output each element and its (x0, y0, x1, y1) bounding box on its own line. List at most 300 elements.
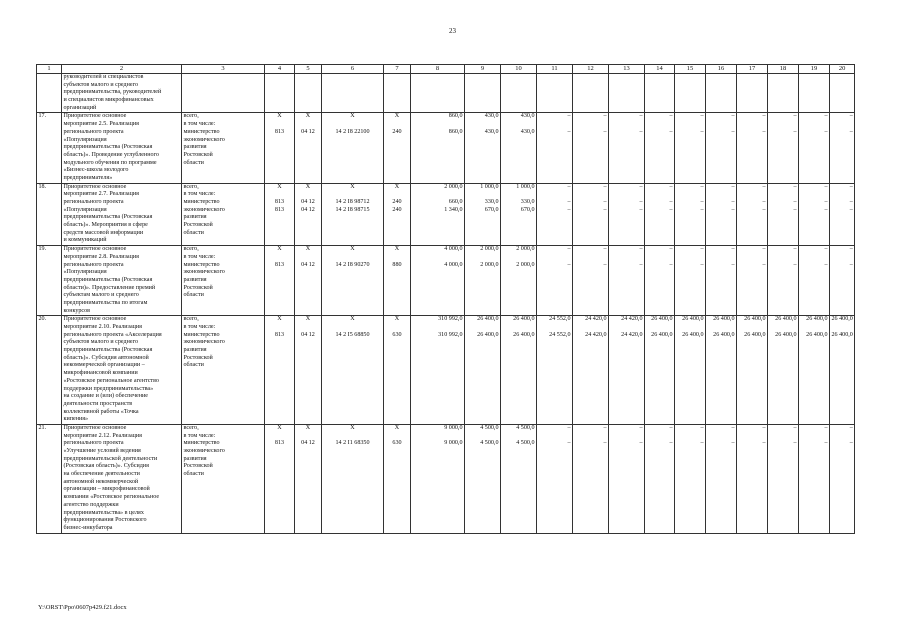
line-spacer (539, 191, 571, 199)
value-cell (537, 424, 573, 533)
header-cell: 17 (737, 65, 768, 74)
header-cell: 11 (537, 65, 573, 74)
description-line: деятельности пространств (63, 400, 133, 407)
value-cell (737, 74, 768, 113)
value-cell (645, 424, 675, 533)
description-line: предпринимательства, руководителей (63, 89, 162, 96)
value-cell (645, 113, 675, 183)
cell-value: – (849, 199, 853, 205)
executor-line: области (183, 362, 204, 369)
line-spacer (801, 324, 828, 332)
line-spacer (770, 121, 797, 129)
line-spacer (832, 254, 853, 262)
description-line: мероприятие 2.10. Реализация (63, 324, 142, 330)
cell-value: X (350, 424, 355, 431)
cell-value: 1 000,0 (516, 183, 535, 190)
value-cell (799, 316, 830, 425)
line-spacer (677, 433, 704, 441)
line-spacer (739, 121, 766, 129)
line-spacer (539, 254, 571, 262)
cell-value: 670,0 (520, 206, 535, 213)
page-number: 23 (449, 27, 456, 35)
description-line: на обеспечение деятельности (63, 471, 140, 478)
line-spacer (503, 324, 535, 332)
description-line: регионального проекта (63, 261, 124, 268)
line-spacer (267, 121, 293, 129)
executor-line: развития (183, 347, 207, 354)
executor-line: в том числе: (183, 324, 216, 330)
value-cell (384, 424, 411, 533)
value-cell (830, 74, 855, 113)
value-cell (411, 316, 465, 425)
header-cell: 3 (182, 65, 265, 74)
executor-line: экономического (183, 339, 225, 346)
line-spacer (467, 121, 499, 129)
value-cell (384, 246, 411, 316)
description-line: область)». Мероприятия в сфере (63, 222, 148, 229)
value-cell (265, 74, 295, 113)
value-cell (573, 246, 609, 316)
line-spacer (739, 254, 766, 262)
cell-value: – (639, 199, 643, 205)
executor (182, 113, 265, 183)
value-cell (322, 113, 384, 183)
line-spacer (677, 254, 704, 262)
cell-value: – (793, 424, 797, 431)
description-line: (Ростовская область)». Субсидия (63, 463, 149, 470)
value-cell (737, 316, 768, 425)
value-cell (706, 246, 737, 316)
cell-value: – (567, 128, 571, 135)
executor-line: Ростовской (183, 354, 213, 361)
line-spacer (611, 121, 643, 129)
cell-value: X (305, 246, 311, 253)
cell-value: 9 000,0 (444, 440, 463, 447)
cell-value: 26 400,0 (713, 316, 735, 323)
executor (182, 183, 265, 246)
row-number: 19. (37, 246, 62, 316)
value-cell (737, 424, 768, 533)
cell-value: – (669, 261, 673, 268)
cell-value: – (793, 440, 797, 447)
cell-value: 813 (274, 331, 285, 338)
value-cell (737, 183, 768, 246)
description-line: «Ростовское региональное агентство (63, 377, 159, 384)
cell-value: – (731, 440, 735, 447)
description-line: область)». Субсидия автономной (63, 354, 149, 361)
value-cell (384, 113, 411, 183)
executor-line: всего, (183, 316, 199, 323)
cell-value: 14 2 I8 22100 (335, 128, 370, 135)
cell-value: – (669, 424, 673, 431)
cell-value: 26 400,0 (651, 331, 673, 338)
cell-value: – (603, 440, 607, 447)
line-spacer (647, 254, 673, 262)
line-spacer (575, 254, 607, 262)
cell-value: X (394, 424, 400, 431)
value-cell (768, 246, 799, 316)
cell-value: – (793, 206, 797, 213)
value-cell (573, 74, 609, 113)
value-cell (537, 74, 573, 113)
description-line: и специалистов микрофинансовых (63, 97, 154, 104)
cell-value: 04 12 (301, 261, 315, 268)
header-row (37, 65, 855, 74)
line-spacer (575, 121, 607, 129)
value-cell (645, 74, 675, 113)
cell-value: – (669, 199, 673, 205)
executor-line: в том числе: (183, 191, 216, 198)
line-spacer (324, 191, 382, 199)
row-number (37, 74, 62, 113)
row-number: 21. (37, 424, 62, 533)
executor-line: развития (183, 455, 207, 462)
line-spacer (297, 324, 320, 332)
header-cell: 15 (675, 65, 706, 74)
executor-line: области (183, 292, 204, 299)
value-cell (799, 113, 830, 183)
value-cell (645, 183, 675, 246)
cell-value: 04 12 (301, 199, 315, 205)
description-line: на создание и (или) обеспечение (63, 393, 148, 400)
description-line: Приоритетное основное (63, 246, 127, 253)
value-cell (830, 113, 855, 183)
cell-value: 24 420,0 (585, 331, 607, 338)
cell-value: – (824, 128, 828, 135)
cell-value: 14 2 I8 90270 (335, 261, 370, 268)
file-path-footer: Y:\ORST\Ppo\0607p429.f21.docx (38, 604, 127, 611)
description-line: субъектов малого и среднего (63, 339, 139, 346)
cell-value: – (603, 424, 607, 431)
value-cell (537, 113, 573, 183)
cell-value: 24 552,0 (549, 331, 571, 338)
cell-value: X (277, 316, 282, 323)
cell-value: 813 (274, 206, 285, 213)
cell-value: – (603, 246, 607, 253)
description-line: предпринимательства (Ростовская (63, 144, 153, 151)
cell-value: – (849, 183, 853, 190)
value-cell (675, 424, 706, 533)
value-cell (501, 246, 537, 316)
description-line: предпринимательства» в целях (63, 509, 144, 516)
cell-value: 26 400,0 (831, 316, 853, 323)
cell-value: 430,0 (484, 128, 499, 135)
cell-value: X (277, 113, 282, 120)
line-spacer (708, 191, 735, 199)
value-cell (768, 316, 799, 425)
cell-value: – (824, 199, 828, 205)
description-line: конкурсов (63, 307, 91, 314)
cell-value: – (603, 113, 607, 120)
value-cell (295, 246, 322, 316)
value-cell (411, 183, 465, 246)
cell-value: 26 400,0 (513, 316, 535, 323)
table-row (37, 246, 855, 316)
cell-value: 26 400,0 (651, 316, 673, 323)
line-spacer (770, 324, 797, 332)
line-spacer (708, 433, 735, 441)
cell-value: 24 552,0 (549, 316, 571, 323)
cell-value: – (762, 206, 766, 213)
line-spacer (413, 121, 463, 129)
value-cell (322, 183, 384, 246)
cell-value: – (700, 440, 704, 447)
cell-value: – (762, 246, 766, 253)
line-spacer (647, 433, 673, 441)
cell-value: 4 500,0 (480, 424, 499, 431)
value-cell (609, 316, 645, 425)
description-line: бизнес-инкубатора (63, 524, 113, 531)
cell-value: – (567, 206, 571, 213)
cell-value: X (350, 246, 355, 253)
header-cell: 18 (768, 65, 799, 74)
executor-line: области (183, 229, 204, 236)
value-cell (537, 316, 573, 425)
line-spacer (832, 324, 853, 332)
cell-value: – (731, 246, 735, 253)
executor-line: Ростовской (183, 284, 213, 291)
cell-value: 26 400,0 (806, 331, 828, 338)
cell-value: 670,0 (484, 206, 499, 213)
header-cell: 8 (411, 65, 465, 74)
cell-value: 430,0 (520, 128, 535, 135)
line-spacer (503, 433, 535, 441)
cell-value: 813 (274, 128, 285, 135)
value-cell (645, 316, 675, 425)
executor-line: в том числе: (183, 253, 216, 260)
executor-line: всего, (183, 424, 199, 431)
event-description (62, 246, 182, 316)
cell-value: 04 12 (301, 206, 315, 213)
cell-value: 26 400,0 (831, 331, 853, 338)
cell-value: – (700, 246, 704, 253)
value-cell (609, 183, 645, 246)
line-spacer (611, 324, 643, 332)
value-cell (295, 74, 322, 113)
value-cell (609, 246, 645, 316)
executor-line: всего, (183, 113, 199, 120)
line-spacer (467, 324, 499, 332)
value-cell (537, 183, 573, 246)
cell-value: – (731, 424, 735, 431)
description-line: и коммуникаций (63, 237, 107, 244)
line-spacer (467, 254, 499, 262)
event-description (62, 424, 182, 533)
value-cell (465, 316, 501, 425)
executor-line: экономического (183, 448, 225, 454)
executor-line: развития (183, 276, 207, 283)
value-cell (265, 183, 295, 246)
line-spacer (324, 254, 382, 262)
line-spacer (832, 121, 853, 129)
cell-value: – (603, 206, 607, 213)
line-spacer (413, 254, 463, 262)
cell-value: – (669, 113, 673, 120)
cell-value: 26 400,0 (744, 331, 766, 338)
description-line: некоммерческой организации – (63, 362, 145, 369)
cell-value: – (669, 128, 673, 135)
value-cell (265, 316, 295, 425)
description-line: мероприятие 2.8. Реализация (63, 253, 139, 260)
cell-value: – (700, 113, 704, 120)
value-cell (465, 246, 501, 316)
value-cell (322, 74, 384, 113)
value-cell (830, 246, 855, 316)
description-line: область)». Проведение углубленного (63, 151, 159, 158)
value-cell (295, 316, 322, 425)
line-spacer (503, 254, 535, 262)
executor-line: Ростовской (183, 222, 213, 229)
value-cell (411, 113, 465, 183)
description-line: предпринимательской деятельности (63, 455, 158, 462)
cell-value: 26 400,0 (775, 316, 797, 323)
description-line: организаций (63, 104, 97, 111)
cell-value: 330,0 (520, 199, 535, 205)
cell-value: 14 2 I8 98712 (335, 199, 370, 205)
cell-value: – (567, 424, 571, 431)
cell-value: – (639, 206, 643, 213)
cell-value: – (700, 199, 704, 205)
description-line: компании «Ростовское региональное (63, 494, 160, 501)
line-spacer (677, 121, 704, 129)
line-spacer (413, 324, 463, 332)
line-spacer (467, 191, 499, 199)
cell-value: – (793, 246, 797, 253)
description-line: области)». Предоставление премий (63, 284, 156, 291)
cell-value: – (639, 113, 643, 120)
line-spacer (611, 191, 643, 199)
table-row (37, 316, 855, 425)
value-cell (675, 74, 706, 113)
line-spacer (801, 121, 828, 129)
value-cell (830, 316, 855, 425)
cell-value: 2 000,0 (516, 246, 535, 253)
cell-value: 26 400,0 (477, 331, 499, 338)
line-spacer (267, 191, 293, 199)
line-spacer (297, 433, 320, 441)
cell-value: 04 12 (301, 440, 315, 447)
value-cell (737, 246, 768, 316)
cell-value: – (824, 424, 828, 431)
value-cell (265, 424, 295, 533)
cell-value: – (700, 261, 704, 268)
value-cell (465, 424, 501, 533)
header-cell: 2 (62, 65, 182, 74)
line-spacer (708, 121, 735, 129)
line-spacer (386, 254, 409, 262)
cell-value: X (305, 424, 311, 431)
description-line: «Бизнес-школа молодого (63, 167, 129, 174)
value-cell (768, 424, 799, 533)
table-row (37, 74, 855, 113)
line-spacer (539, 433, 571, 441)
cell-value: – (793, 183, 797, 190)
cell-value: – (762, 113, 766, 120)
line-spacer (267, 433, 293, 441)
cell-value: 4 500,0 (480, 440, 499, 447)
header-cell: 19 (799, 65, 830, 74)
cell-value: – (824, 113, 828, 120)
executor-line: Ростовской (183, 463, 213, 470)
value-cell (501, 113, 537, 183)
line-spacer (539, 324, 571, 332)
description-line: мероприятие 2.5. Реализация (63, 121, 139, 128)
description-line: предпринимательства (Ростовская (63, 214, 153, 221)
cell-value: X (305, 183, 311, 190)
cell-value: – (731, 183, 735, 190)
executor-line: всего, (183, 246, 199, 253)
cell-value: 660,0 (448, 199, 463, 205)
value-cell (706, 424, 737, 533)
value-cell (295, 113, 322, 183)
line-spacer (324, 433, 382, 441)
cell-value: – (700, 206, 704, 213)
value-cell (295, 183, 322, 246)
executor-line: развития (183, 144, 207, 151)
description-line: организации – микрофинансовой (63, 486, 150, 493)
description-line: автономной некоммерческой (63, 478, 139, 485)
cell-value: 14 2 I1 68350 (335, 440, 370, 447)
executor (182, 246, 265, 316)
line-spacer (467, 433, 499, 441)
value-cell (265, 113, 295, 183)
value-cell (737, 113, 768, 183)
description-line: субъектам малого и среднего (63, 292, 139, 299)
line-spacer (611, 433, 643, 441)
cell-value: – (762, 183, 766, 190)
executor-line: экономического (183, 269, 225, 276)
cell-value: 26 400,0 (806, 316, 828, 323)
cell-value: – (824, 183, 828, 190)
value-cell (322, 316, 384, 425)
value-cell (501, 183, 537, 246)
executor-line: в том числе: (183, 121, 216, 128)
description-line: Приоритетное основное (63, 316, 127, 323)
cell-value: – (849, 440, 853, 447)
line-spacer (801, 191, 828, 199)
cell-value: X (277, 246, 282, 253)
value-cell (295, 424, 322, 533)
value-cell (411, 74, 465, 113)
description-line: «Улучшение условий ведения (63, 448, 141, 454)
value-cell (706, 316, 737, 425)
cell-value: 2 000,0 (516, 261, 535, 268)
cell-value: X (305, 316, 311, 323)
cell-value: 240 (392, 206, 402, 213)
description-line: модульного обучения по программе (63, 159, 157, 166)
line-spacer (611, 254, 643, 262)
cell-value: X (394, 316, 400, 323)
description-line: предпринимателя» (63, 174, 113, 181)
cell-value: 860,0 (448, 128, 463, 135)
cell-value: 26 400,0 (713, 331, 735, 338)
line-spacer (832, 433, 853, 441)
description-line: регионального проекта «Акселерация (63, 331, 162, 338)
executor-line: области (183, 159, 204, 166)
line-spacer (708, 254, 735, 262)
cell-value: – (669, 440, 673, 447)
executor-line: в том числе: (183, 432, 216, 439)
cell-value: – (731, 261, 735, 268)
line-spacer (801, 433, 828, 441)
line-spacer (413, 191, 463, 199)
cell-value: 4 500,0 (516, 424, 535, 431)
description-line: «Популяризация (63, 206, 107, 213)
cell-value: – (603, 183, 607, 190)
cell-value: 1 000,0 (480, 183, 499, 190)
cell-value: – (603, 261, 607, 268)
line-spacer (324, 121, 382, 129)
